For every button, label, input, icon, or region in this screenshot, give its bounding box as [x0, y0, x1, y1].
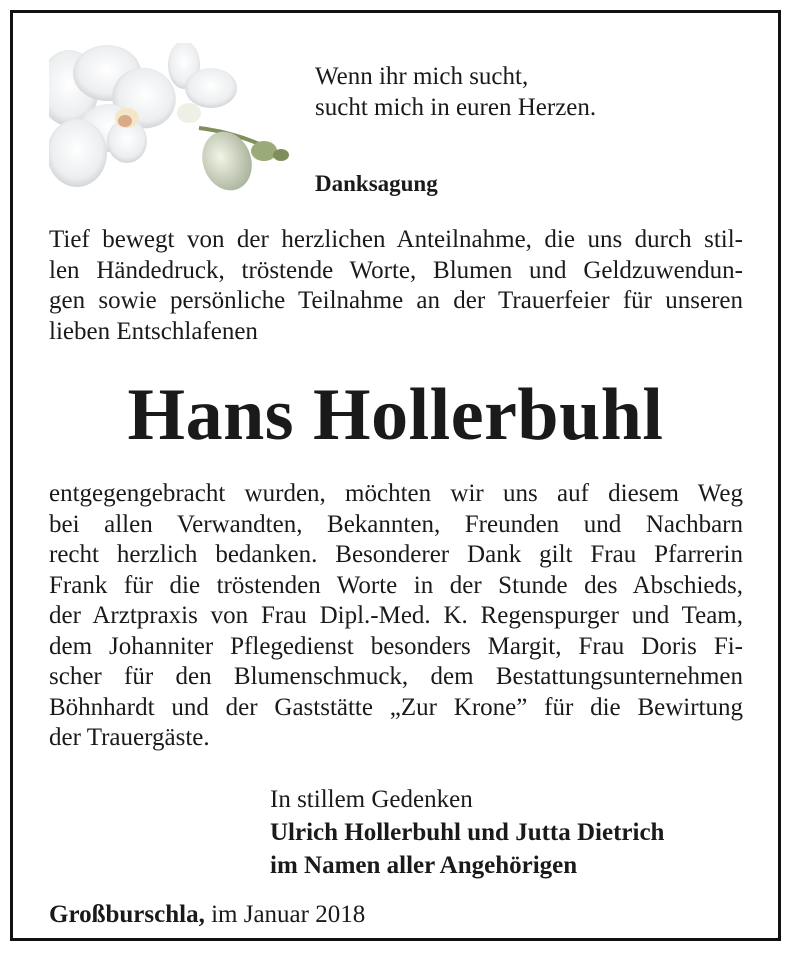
closing-line-remembrance: In stillem Gedenken	[270, 786, 473, 813]
quote-line-1: Wenn ihr mich sucht,	[315, 63, 529, 90]
body-line: bei allen Verwandten, Bekannten, Freunden und Nachbarn	[49, 510, 743, 538]
body-line: recht herzlich bedanken. Besonderer Dank gilt Frau Pfarrerin	[49, 541, 743, 568]
obituary-notice	[10, 10, 781, 941]
body-line: dem Johanniter Pflegedienst besonders Margit, Frau Doris Fi-	[49, 632, 743, 660]
closing-line-signatories: Ulrich Hollerbuhl und Jutta Dietrich	[270, 819, 665, 846]
place-and-date	[49, 901, 365, 929]
intro-line: Tief bewegt von der herzlichen Anteilnahme, die uns durch stil-	[49, 226, 743, 253]
heading-danksagung: Danksagung	[315, 171, 438, 196]
body-line: Böhnhardt und der Gaststätte „Zur Krone” für die Bewirtung	[49, 693, 743, 721]
body-paragraph	[49, 479, 743, 754]
intro-line: lieben Entschlafenen	[49, 317, 258, 345]
intro-paragraph	[49, 225, 743, 347]
body-line: entgegengebracht wurden, möchten wir uns auf diesem Weg	[49, 480, 743, 507]
closing-line-relatives: im Namen aller Angehörigen	[270, 852, 578, 879]
body-line: scher für den Blumenschmuck, dem Bestattungsunternehmen	[49, 663, 743, 690]
orchid-flower-image	[49, 43, 289, 198]
closing-signature	[270, 783, 664, 882]
intro-line: len Händedruck, tröstende Worte, Blumen und Geldzuwendun-	[49, 256, 743, 284]
memorial-quote	[315, 61, 596, 123]
quote-line-2: sucht mich in euren Herzen.	[315, 94, 597, 121]
body-line: der Arztpraxis von Frau Dipl.-Med. K. Regenspurger und Team,	[49, 602, 743, 629]
place-date: im Januar 2018	[211, 901, 366, 928]
body-line: Frank für die tröstenden Worte in der Stunde des Abschieds,	[49, 571, 743, 599]
deceased-name: Hans Hollerbuhl	[127, 374, 664, 456]
place-town: Großburschla,	[49, 901, 205, 928]
intro-line: gen sowie persönliche Teilnahme an der Trauerfeier für unseren	[49, 287, 743, 314]
body-line: der Trauergäste.	[49, 724, 210, 751]
